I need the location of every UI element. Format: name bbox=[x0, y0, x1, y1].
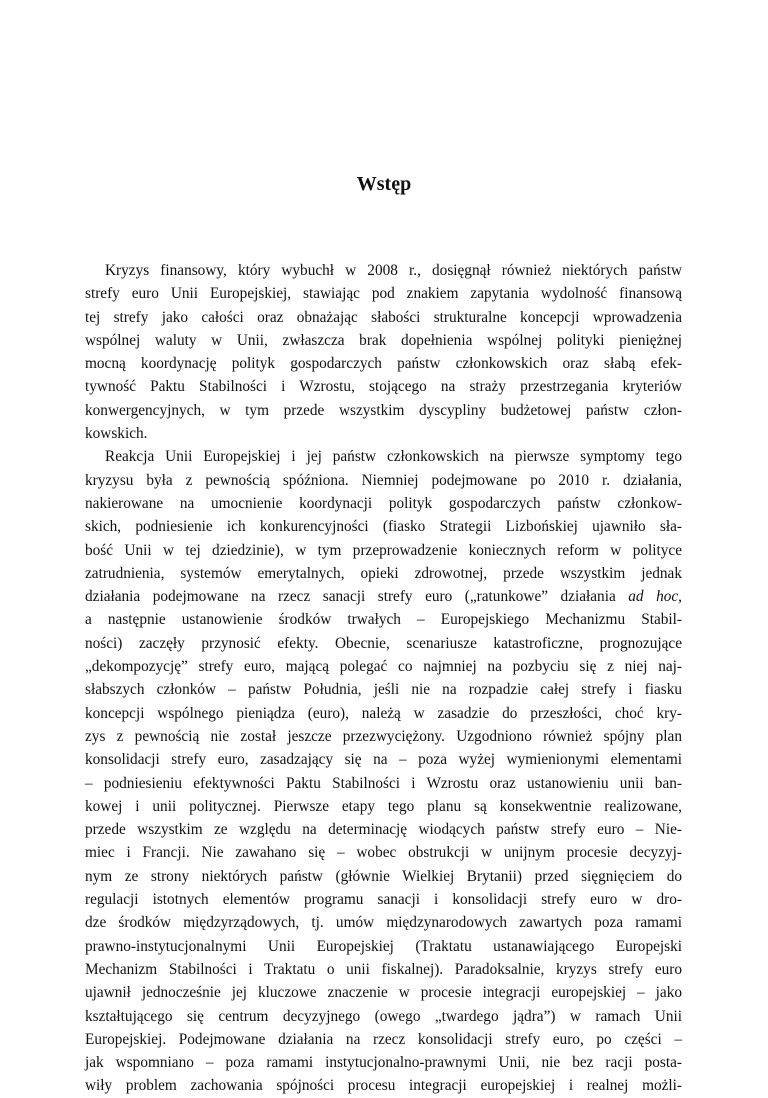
text-line: konsolidacji strefy euro, zasadzający się na – poza wyżej wymienionymi elementami bbox=[85, 751, 682, 769]
text-line: nym ze strony niektórych państw (głównie Wielkiej Brytanii) przed sięgnięciem do bbox=[85, 867, 682, 885]
text-segment: działania podejmowane na rzecz sanacji strefy euro („ratunkowe” działania bbox=[85, 588, 629, 606]
text-line: zys z pewnością nie został jeszcze przezwyciężony. Uzgodniono również spójny plan bbox=[85, 727, 682, 745]
body-text bbox=[85, 259, 682, 1098]
text-line: kowskich. bbox=[85, 425, 148, 443]
text-line: kształtującego się centrum decyzyjnego (owego „twardego jądra”) w ramach Unii bbox=[85, 1007, 682, 1025]
text-line: kowej i unii politycznej. Pierwsze etapy tego planu są konsekwentnie realizowane, bbox=[85, 797, 682, 815]
text-line: koncepcji wspólnego pieniądza (euro), należą w zasadzie do przeszłości, choć kry- bbox=[85, 704, 682, 722]
text-line: dze środków międzyrządowych, tj. umów międzynarodowych zawartych poza ramami bbox=[85, 914, 682, 932]
text-line: przede wszystkim ze względu na determinację wiodących państw strefy euro – Nie- bbox=[85, 821, 682, 839]
text-line: kryzysu była z pewnością spóźniona. Niemniej podejmowane po 2010 r. działania, bbox=[85, 471, 682, 489]
text-line: a następnie ustanowienie środków trwałych – Europejskiego Mechanizmu Stabil- bbox=[85, 611, 682, 629]
page-title: Wstęp bbox=[356, 173, 412, 195]
text-line: tej strefy jako całości oraz obnażając słabości strukturalne koncepcji wprowadzenia bbox=[85, 308, 682, 326]
italic-term: ad hoc bbox=[628, 588, 679, 606]
text-line bbox=[85, 585, 682, 608]
text-line: Mechanizm Stabilności i Traktatu o unii fiskalnej). Paradoksalnie, kryzys strefy euro bbox=[85, 960, 682, 978]
text-line: słabszych członków – państw Południa, jeśli nie na rozpadzie całej strefy i fiasku bbox=[85, 681, 682, 699]
text-line: wspólnej waluty w Unii, zwłaszcza brak dopełnienia wspólnej polityki pieniężnej bbox=[85, 331, 682, 349]
text-line: tywność Paktu Stabilności i Wzrostu, stojącego na straży przestrzegania kryteriów bbox=[85, 378, 682, 396]
text-line: – podniesieniu efektywności Paktu Stabilności i Wzrostu oraz ustanowieniu unii ban- bbox=[85, 774, 682, 792]
text-line: Reakcja Unii Europejskiej i jej państw członkowskich na pierwsze symptomy tego bbox=[105, 448, 682, 466]
text-line: jak wspomniano – poza ramami instytucjonalno-prawnymi Unii, nie bez racji posta- bbox=[85, 1054, 682, 1072]
text-segment: , bbox=[678, 588, 682, 606]
text-line: bość Unii w tej dziedzinie), w tym przeprowadzenie koniecznych reform w polityce bbox=[85, 541, 682, 559]
text-line: ujawnił jednocześnie jej kluczowe znaczenie w procesie integracji europejskiej – jako bbox=[85, 984, 682, 1002]
text-line: ności) zaczęły przynosić efekty. Obecnie, scenariusze katastroficzne, prognozujące bbox=[85, 634, 682, 652]
text-line: nakierowane na umocnienie koordynacji polityk gospodarczych państw członkow- bbox=[85, 494, 682, 512]
text-line: strefy euro Unii Europejskiej, stawiając pod znakiem zapytania wydolność finansową bbox=[85, 285, 682, 303]
text-line: Kryzys finansowy, który wybuchł w 2008 r., dosięgnął również niektórych państw bbox=[105, 262, 682, 279]
text-line: „dekompozycję” strefy euro, mającą polegać co najmniej na pozbyciu się z niej naj- bbox=[85, 658, 682, 676]
text-line: konwergencyjnych, w tym przede wszystkim dyscypliny budżetowej państw człon- bbox=[85, 401, 682, 419]
text-line: mocną koordynację polityk gospodarczych państw członkowskich oraz słabą efek- bbox=[85, 355, 682, 373]
text-line: miec i Francji. Nie zawahano się – wobec obstrukcji w unijnym procesie decyzyj- bbox=[85, 844, 682, 862]
text-line: zatrudnienia, systemów emerytalnych, opieki zdrowotnej, przede wszystkim jednak bbox=[85, 564, 682, 582]
text-line: regulacji istotnych elementów programu sanacji i konsolidacji strefy euro w dro- bbox=[85, 891, 682, 909]
text-line: Europejskiej. Podejmowane działania na rzecz konsolidacji strefy euro, po części – bbox=[85, 1030, 682, 1048]
text-line: skich, podniesienie ich konkurencyjności (fiasko Strategii Lizbońskiej ujawniło sła- bbox=[85, 518, 682, 536]
text-line: prawno-instytucjonalnymi Unii Europejskiej (Traktatu ustanawiającego Europejski bbox=[85, 937, 682, 955]
text-line: wiły problem zachowania spójności procesu integracji europejskiej i realnej możli- bbox=[85, 1077, 682, 1095]
